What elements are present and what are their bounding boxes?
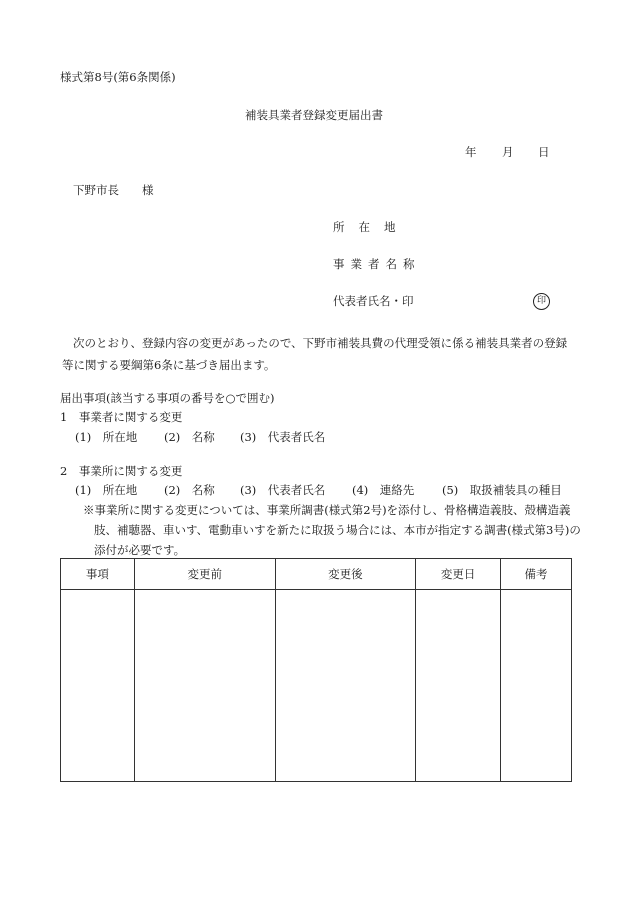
section2-option-device-types: (5) 取扱補装具の種目: [442, 483, 562, 497]
addressee: 下野市長 様: [73, 183, 154, 197]
representative-label: 代表者氏名・印: [333, 294, 414, 308]
table-header-row: [61, 559, 572, 590]
table-row: [61, 590, 572, 782]
header-date: 変更日: [416, 559, 501, 590]
cell-remarks[interactable]: [501, 590, 572, 782]
section1-heading: 1 事業者に関する変更: [60, 410, 183, 424]
header-item: 事項: [61, 559, 135, 590]
changes-table: [60, 558, 572, 782]
section2-option-name: (2) 名称: [164, 483, 215, 497]
header-remarks: 備考: [501, 559, 572, 590]
section1-option-representative: (3) 代表者氏名: [240, 430, 326, 444]
cell-date[interactable]: [416, 590, 501, 782]
section1-option-name: (2) 名称: [164, 430, 215, 444]
cell-after[interactable]: [275, 590, 416, 782]
section2-note: ※事業所に関する変更については、事業所調書(様式第2号)を添付し、骨格構造義肢、殻構造義肢、補聴器、車いす、電動車いすを新たに取扱う場合には、本市が指定する調書(様式第3号)の添付が必要です。: [83, 503, 581, 557]
date-month: 月: [502, 145, 514, 159]
body-text: 次のとおり、登録内容の変更があったので、下野市補装具費の代理受領に係る補装具業者の登録等に関する要綱第6条に基づき届出ます。: [62, 336, 568, 372]
business-name-label: 事業者名称: [333, 257, 421, 271]
section2-option-representative: (3) 代表者氏名: [240, 483, 326, 497]
items-heading: 届出事項(該当する事項の番号を○で囲む): [60, 391, 275, 405]
seal-mark-icon: 印: [533, 293, 550, 310]
cell-item[interactable]: [61, 590, 135, 782]
date-day: 日: [538, 145, 550, 159]
section2-option-address: (1) 所在地: [75, 483, 138, 497]
section2-heading: 2 事業所に関する変更: [60, 464, 183, 478]
section1-option-address: (1) 所在地: [75, 430, 138, 444]
section2-option-contact: (4) 連絡先: [352, 483, 415, 497]
header-after: 変更後: [275, 559, 416, 590]
address-label: 所在地: [333, 220, 410, 234]
document-title: 補装具業者登録変更届出書: [245, 108, 383, 122]
form-number: 様式第8号(第6条関係): [60, 70, 176, 84]
cell-before[interactable]: [134, 590, 275, 782]
header-before: 変更前: [134, 559, 275, 590]
date-year: 年: [465, 145, 477, 159]
